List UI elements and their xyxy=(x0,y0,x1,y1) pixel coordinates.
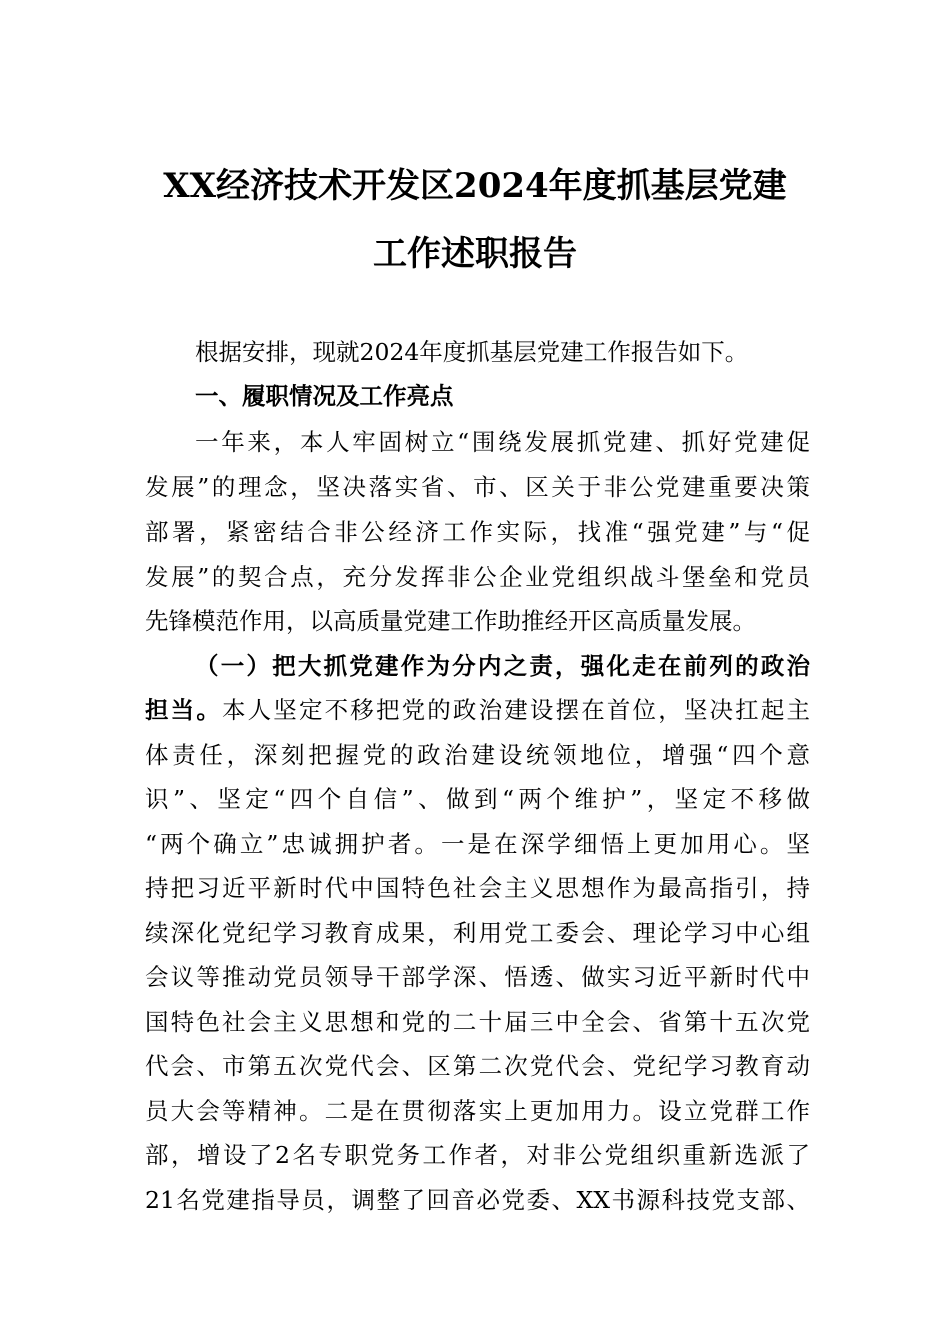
subsection-1-line: 员大会等精神。二是在贯彻落实上更加用力。设立党群工作 xyxy=(145,1097,810,1125)
document-title-line-2: 工作述职报告 xyxy=(373,234,577,274)
paragraph-1-line: 先锋模范作用，以高质量党建工作助推经开区高质量发展。 xyxy=(145,607,756,635)
subsection-1-line: 持把习近平新时代中国特色社会主义思想作为最高指引，持 xyxy=(145,874,810,902)
subsection-1-line: “两个确立”忠诚拥护者。一是在深学细悟上更加用心。坚 xyxy=(145,830,810,858)
subsection-1-body-start: 本人坚定不移把党的政治建设摆在首位，坚决扛起主 xyxy=(221,696,811,724)
subsection-1-line: 识”、坚定“四个自信”、做到“两个维护”，坚定不移做 xyxy=(145,785,810,813)
subsection-1-line: 代会、市第五次党代会、区第二次党代会、党纪学习教育动 xyxy=(145,1052,810,1080)
paragraph-1-line: 一年来，本人牢固树立“围绕发展抓党建、抓好党建促 xyxy=(195,428,810,456)
subsection-1-line: 21名党建指导员，调整了回音必党委、XX书源科技党支部、 xyxy=(145,1186,810,1214)
document-title-line-1: XX经济技术开发区2024年度抓基层党建 xyxy=(163,166,787,206)
paragraph-1-line: 发展”的理念，坚决落实省、市、区关于非公党建重要决策 xyxy=(145,473,810,501)
subsection-1-heading-tail: 担当。 xyxy=(145,696,222,724)
section-1-heading: 一、履职情况及工作亮点 xyxy=(195,382,454,410)
paragraph-1-line: 发展”的契合点，充分发挥非公企业党组织战斗堡垒和党员 xyxy=(145,563,810,591)
subsection-1-line: 体责任，深刻把握党的政治建设统领地位，增强“四个意 xyxy=(145,741,810,769)
intro-paragraph: 根据安排，现就2024年度抓基层党建工作报告如下。 xyxy=(195,338,749,366)
subsection-1-line: 国特色社会主义思想和党的二十届三中全会、省第十五次党 xyxy=(145,1008,810,1036)
subsection-1-heading-line-1: （一）把大抓党建作为分内之责，强化走在前列的政治 xyxy=(195,652,810,680)
subsection-1-line: 续深化党纪学习教育成果，利用党工委会、理论学习中心组 xyxy=(145,919,810,947)
subsection-1-line: 会议等推动党员领导干部学深、悟透、做实习近平新时代中 xyxy=(145,963,810,991)
subsection-1-line: 部，增设了2名专职党务工作者，对非公党组织重新选派了 xyxy=(145,1141,810,1169)
paragraph-1-line: 部署，紧密结合非公经济工作实际，找准“强党建”与“促 xyxy=(145,518,810,546)
subsection-1-heading-line-2 xyxy=(145,695,810,725)
